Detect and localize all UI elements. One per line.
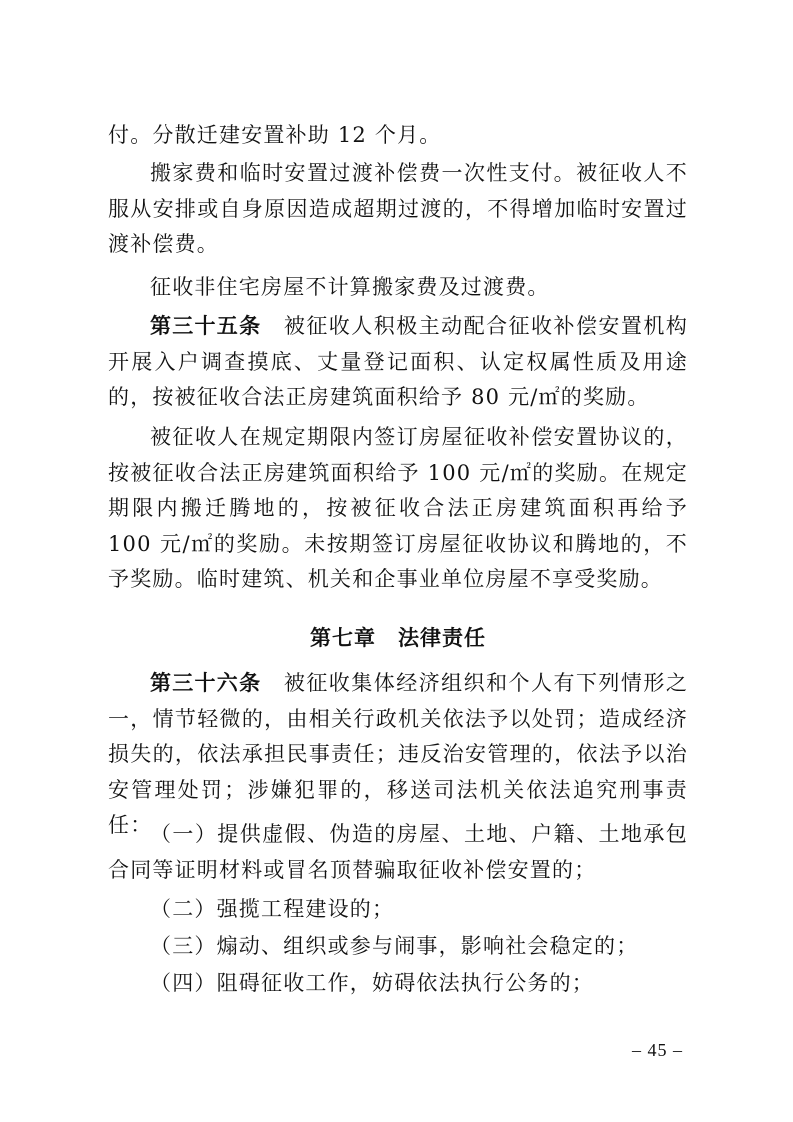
article-35-title: 第三十五条	[150, 314, 262, 338]
chapter-heading: 第七章 法律责任	[310, 626, 486, 650]
list-item-1: （一）提供虚假、伪造的房屋、土地、户籍、土地承包合同等证明材料或冒名顶替骗取征收补偿安置的；	[108, 822, 688, 882]
article-36-title: 第三十六条	[150, 671, 262, 695]
article-35-body: 被征收人积极主动配合征收补偿安置机构开展入户调查摸底、丈量登记面积、认定权属性质及用途的，按被征收合法正房建筑面积给予 80 元/㎡的奖励。	[108, 314, 689, 409]
list-item-3: （三）煽动、组织或参与闹事，影响社会稳定的；	[150, 934, 639, 958]
page-number: – 45 –	[632, 1040, 683, 1060]
list-item-2: （二）强揽工程建设的；	[150, 897, 395, 921]
article-35	[108, 309, 688, 416]
paragraph-signing-reward: 被征收人在规定期限内签订房屋征收补偿安置协议的，按被征收合法正房建筑面积给予 100 元/㎡的奖励。在规定期限内搬迁腾地的，按被征收合法正房建筑面积再给予 100 元/㎡的奖励。未按期签订房屋征收协议和腾地的，不予奖励。临时建筑、机关和企事业单位房屋不享受奖励。	[108, 425, 688, 591]
paragraph-relocation-subsidy: 付。分散迁建安置补助 12 个月。	[108, 123, 442, 147]
article-36-body: 被征收集体经济组织和个人有下列情形之一，情节轻微的，由相关行政机关依法予以处罚；造成经济损失的，依法承担民事责任；违反治安管理的，依法予以治安管理处罚；涉嫌犯罪的，移送司法机关依法追究刑事责任：	[108, 671, 689, 837]
paragraph-non-residential: 征收非住宅房屋不计算搬家费及过渡费。	[150, 275, 550, 299]
paragraph-moving-fee: 搬家费和临时安置过渡补偿费一次性支付。被征收人不服从安排或自身原因造成超期过渡的，不得增加临时安置过渡补偿费。	[108, 161, 688, 256]
list-item-4: （四）阻碍征收工作，妨碍依法执行公务的；	[150, 971, 594, 995]
